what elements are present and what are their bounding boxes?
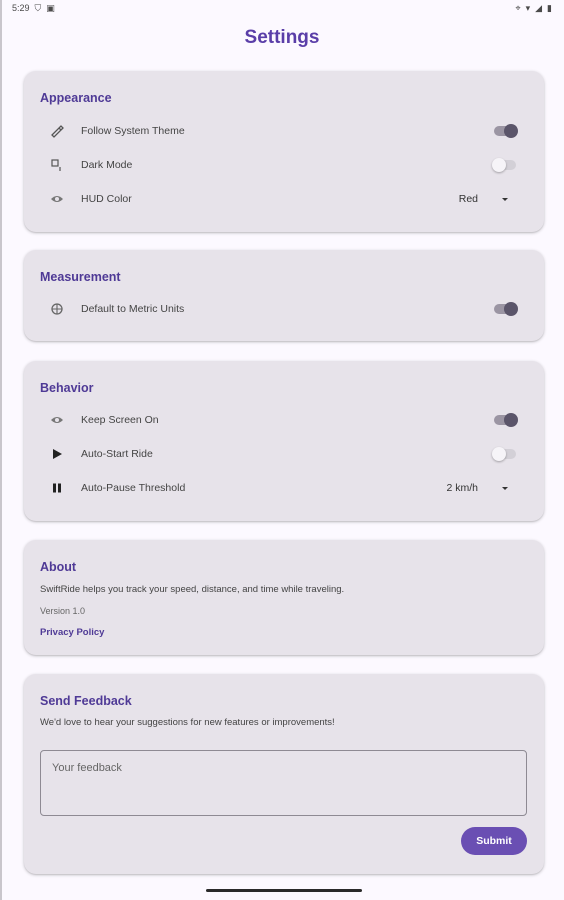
- about-description: SwiftRide helps you track your speed, distance, and time while traveling.: [40, 584, 345, 595]
- shield-icon: ⛉: [34, 2, 42, 13]
- setting-auto-start-ride: [24, 442, 544, 466]
- toggle-knob: [492, 158, 506, 172]
- behavior-card: [24, 361, 544, 521]
- status-bar: [0, 0, 564, 16]
- privacy-policy-link[interactable]: Privacy Policy: [40, 627, 105, 638]
- dark-mode-toggle[interactable]: [494, 160, 516, 170]
- setting-label: Auto-Pause Threshold: [81, 482, 186, 494]
- feedback-card: [24, 674, 544, 874]
- pause-icon: [50, 481, 64, 495]
- toggle-knob: [504, 302, 518, 316]
- battery-icon: ▮: [547, 2, 552, 13]
- about-card: [24, 540, 544, 655]
- brush-icon: [50, 124, 64, 138]
- hud-color-value: Red: [458, 193, 478, 205]
- eye-icon: [50, 413, 64, 427]
- setting-dark-mode: [24, 153, 544, 177]
- measurement-title: Measurement: [40, 270, 121, 284]
- globe-icon: [50, 302, 64, 316]
- version-text: Version 1.0: [40, 606, 86, 616]
- appearance-title: Appearance: [40, 91, 112, 105]
- cellular-icon: ◢: [535, 2, 543, 13]
- setting-label: Dark Mode: [81, 159, 133, 171]
- setting-label: Follow System Theme: [81, 125, 185, 137]
- toggle-knob: [492, 447, 506, 461]
- setting-label: Default to Metric Units: [81, 303, 185, 315]
- auto-start-ride-toggle[interactable]: [494, 449, 516, 459]
- auto-pause-threshold-value: 2 km/h: [446, 482, 478, 494]
- hud-color-dropdown[interactable]: [459, 193, 508, 205]
- sim-icon: ▣: [46, 2, 55, 13]
- setting-hud-color: [24, 187, 544, 211]
- submit-button[interactable]: Submit: [461, 827, 527, 855]
- setting-label: Keep Screen On: [81, 414, 159, 426]
- location-icon: ⌖: [515, 2, 521, 13]
- setting-label: Auto-Start Ride: [81, 448, 153, 460]
- feedback-input[interactable]: [40, 750, 527, 816]
- setting-metric-units: [24, 297, 544, 321]
- behavior-title: Behavior: [40, 381, 94, 395]
- wifi-icon: ▾: [525, 2, 531, 13]
- setting-keep-screen-on: [24, 408, 544, 432]
- toggle-knob: [504, 124, 518, 138]
- setting-auto-pause-threshold: [24, 476, 544, 500]
- play-icon: [50, 447, 64, 461]
- toggle-knob: [504, 413, 518, 427]
- window-edge: [0, 0, 2, 900]
- setting-label: HUD Color: [81, 193, 132, 205]
- dark-mode-icon: [50, 158, 64, 172]
- follow-system-theme-toggle[interactable]: [494, 126, 516, 136]
- feedback-title: Send Feedback: [40, 694, 132, 708]
- measurement-card: [24, 250, 544, 341]
- page-title: Settings: [244, 27, 320, 48]
- navigation-handle[interactable]: [206, 889, 362, 892]
- status-time: 5:29: [12, 3, 30, 13]
- auto-pause-threshold-dropdown[interactable]: [446, 482, 508, 494]
- setting-follow-system-theme: [24, 119, 544, 143]
- eye-icon: [50, 192, 64, 206]
- keep-screen-on-toggle[interactable]: [494, 415, 516, 425]
- metric-units-toggle[interactable]: [494, 304, 516, 314]
- dropdown-arrow-icon: [502, 487, 508, 490]
- feedback-description: We'd love to hear your suggestions for new features or improvements!: [40, 717, 335, 728]
- about-title: About: [40, 560, 77, 574]
- dropdown-arrow-icon: [502, 198, 508, 201]
- appearance-card: [24, 71, 544, 232]
